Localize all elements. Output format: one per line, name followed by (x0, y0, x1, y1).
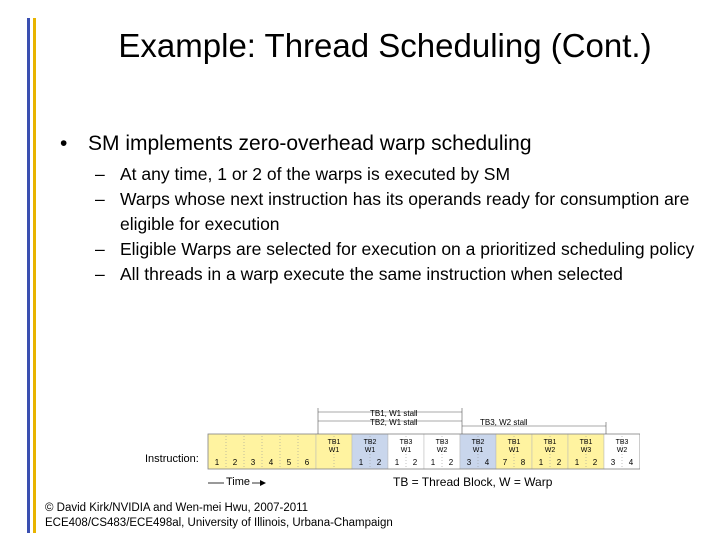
step-number: 1 (214, 458, 220, 467)
warp-block-label: W2 (616, 447, 628, 454)
dash-icon: – (95, 264, 105, 284)
warp-block-label: TB2 (471, 439, 485, 446)
warp-block-label: W2 (436, 447, 448, 454)
step-number: 2 (556, 458, 562, 467)
sub-bullet (95, 237, 705, 262)
step-number: 2 (592, 458, 598, 467)
warp-block-label: W2 (544, 447, 556, 454)
step-number: 1 (394, 458, 400, 467)
time-label: Time (226, 476, 251, 488)
step-number: 4 (628, 458, 634, 467)
sub-bullet-text: All threads in a warp execute the same instruction when selected (120, 264, 623, 284)
warp-block-label: TB2 (363, 439, 377, 446)
legend-text: TB = Thread Block, W = Warp (393, 475, 553, 489)
accent-bar-gold (33, 18, 36, 533)
slide-title: Example: Thread Scheduling (Cont.) (118, 27, 652, 64)
sub-bullet-text: Eligible Warps are selected for execution on a prioritized scheduling policy (120, 239, 695, 259)
sub-bullet (95, 162, 705, 187)
warp-block-label: TB1 (579, 439, 593, 446)
step-number: 3 (250, 458, 256, 467)
footer-course: ECE408/CS483/ECE498al, University of Illinois, Urbana-Champaign (45, 517, 393, 529)
step-number: 1 (430, 458, 436, 467)
dash-icon: – (95, 164, 105, 184)
sub-bullet-text: At any time, 1 or 2 of the warps is executed by SM (120, 164, 511, 184)
warp-block-label: W1 (508, 447, 520, 454)
warp-block-label: TB3 (615, 439, 629, 446)
warp-block-label: W1 (472, 447, 484, 454)
main-bullet (60, 131, 532, 157)
dash-icon: – (95, 239, 105, 259)
step-number: 7 (502, 458, 508, 467)
warp-block-label: TB1 (327, 439, 341, 446)
warp-block-label: TB3 (435, 439, 449, 446)
step-number: 2 (448, 458, 454, 467)
step-number: 4 (268, 458, 274, 467)
stall-label: TB1, W1 stall (370, 409, 418, 418)
stall-label: TB2, W1 stall (370, 418, 418, 427)
footer-copyright: © David Kirk/NVIDIA and Wen-mei Hwu, 2007-2011 (45, 502, 309, 514)
stall-label: TB3, W2 stall (480, 418, 528, 427)
main-bullet-text: SM implements zero-overhead warp scheduling (88, 132, 532, 155)
step-number: 5 (286, 458, 292, 467)
warp-scheduling-diagram (140, 406, 640, 496)
warp-block-label: TB3 (399, 439, 413, 446)
step-number: 4 (484, 458, 490, 467)
accent-bar-blue (27, 18, 30, 533)
sub-bullet-list (95, 162, 705, 287)
sub-bullet (95, 262, 705, 287)
step-number: 2 (412, 458, 418, 467)
warp-block-label: W1 (364, 447, 376, 454)
step-number: 1 (574, 458, 580, 467)
time-arrow-head-icon (260, 480, 266, 486)
warp-block-label: W3 (580, 447, 592, 454)
step-number: 8 (520, 458, 526, 467)
warp-block-label: W1 (328, 447, 340, 454)
warp-block-label: W1 (400, 447, 412, 454)
instruction-label: Instruction: (145, 453, 199, 465)
step-number: 3 (610, 458, 616, 467)
warp-block-label: TB1 (543, 439, 557, 446)
step-number: 1 (538, 458, 544, 467)
step-number: 6 (304, 458, 310, 467)
bullet-dot-icon: • (60, 132, 68, 155)
step-number: 2 (376, 458, 382, 467)
step-number: 2 (232, 458, 238, 467)
footer (45, 501, 393, 531)
warp-block-label: TB1 (507, 439, 521, 446)
dash-icon: – (95, 189, 105, 209)
sub-bullet-text: Warps whose next instruction has its operands ready for consumption are eligible for execution (120, 189, 690, 234)
step-number: 1 (358, 458, 364, 467)
step-number: 3 (466, 458, 472, 467)
sub-bullet (95, 187, 705, 237)
